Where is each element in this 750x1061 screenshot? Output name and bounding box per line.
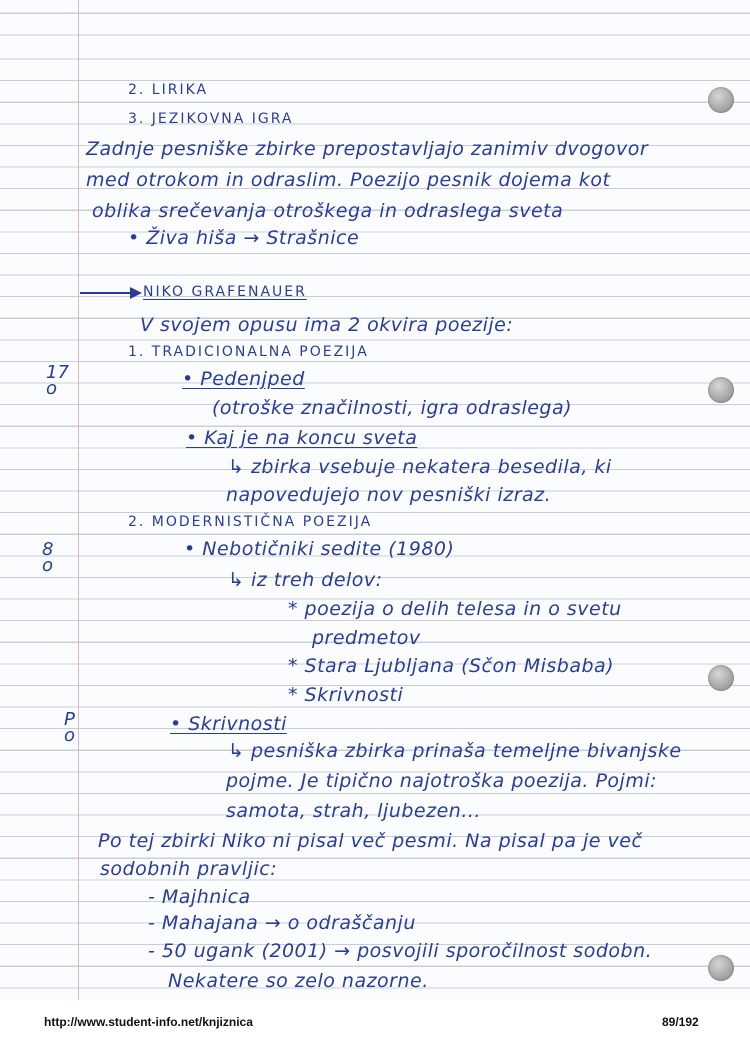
note-line: ↳ pesniška zbirka prinaša temeljne bivanjske	[228, 740, 682, 762]
footer-page-number: 89/192	[662, 1015, 699, 1029]
note-line: med otrokom in odraslim. Poezijo pesnik dojema kot	[86, 169, 611, 191]
note-line: 3. JEZIKOVNA IGRA	[128, 111, 294, 127]
note-line: V svojem opusu ima 2 okvira poezije:	[140, 314, 514, 336]
punch-hole	[708, 955, 734, 981]
note-line: oblika srečevanja otroškega in odraslega sveta	[92, 200, 564, 222]
note-line: - 50 ugank (2001) → posvojili sporočilnost sodobn.	[148, 940, 653, 962]
note-line: * Skrivnosti	[288, 684, 404, 706]
note-line: • Nebotičniki sedite (1980)	[184, 538, 455, 560]
arrow-right-icon	[80, 283, 144, 301]
note-line: Nekatere so zelo nazorne.	[168, 970, 429, 992]
note-line: * poezija o delih telesa in o svetu	[288, 598, 622, 620]
punch-hole	[708, 377, 734, 403]
margin-line	[78, 0, 79, 1000]
note-line: samota, strah, ljubezen...	[226, 800, 481, 822]
margin-mark: P o	[64, 709, 76, 746]
footer-url: http://www.student-info.net/knjiznica	[44, 1015, 253, 1029]
note-line: • Živa hiša → Strašnice	[128, 227, 360, 249]
note-line: • Skrivnosti	[170, 713, 287, 735]
footer-band	[0, 1000, 750, 1061]
section-heading: NIKO GRAFENAUER	[143, 284, 307, 300]
punch-hole	[708, 87, 734, 113]
note-line: 2. MODERNISTIČNA POEZIJA	[128, 514, 373, 530]
note-line: - Majhnica	[148, 886, 251, 908]
note-line: pojme. Je tipično najotroška poezija. Pojmi:	[226, 770, 658, 792]
note-line: Po tej zbirki Niko ni pisal več pesmi. Na pisal pa je več	[98, 830, 643, 852]
note-line: • Kaj je na koncu sveta	[186, 427, 418, 449]
margin-mark: 17 o	[46, 362, 69, 399]
note-line: sodobnih pravljic:	[100, 858, 278, 880]
note-line: ↳ iz treh delov:	[228, 569, 383, 591]
note-line: • Pedenjped	[182, 368, 305, 390]
note-line: * Stara Ljubljana (Sčon Misbaba)	[288, 655, 615, 677]
note-line: 1. TRADICIONALNA POEZIJA	[128, 344, 369, 360]
note-line: napovedujejo nov pesniški izraz.	[226, 484, 552, 506]
note-line: 2. LIRIKA	[128, 82, 209, 98]
note-line: predmetov	[312, 627, 421, 649]
margin-mark: 8 o	[42, 539, 54, 576]
note-line: - Mahajana → o odraščanju	[148, 912, 416, 934]
note-line: ↳ zbirka vsebuje nekatera besedila, ki	[228, 456, 612, 478]
punch-hole	[708, 665, 734, 691]
note-line: Zadnje pesniške zbirke prepostavljajo zanimiv dvogovor	[86, 138, 649, 160]
note-line: (otroške značilnosti, igra odraslega)	[212, 397, 573, 419]
